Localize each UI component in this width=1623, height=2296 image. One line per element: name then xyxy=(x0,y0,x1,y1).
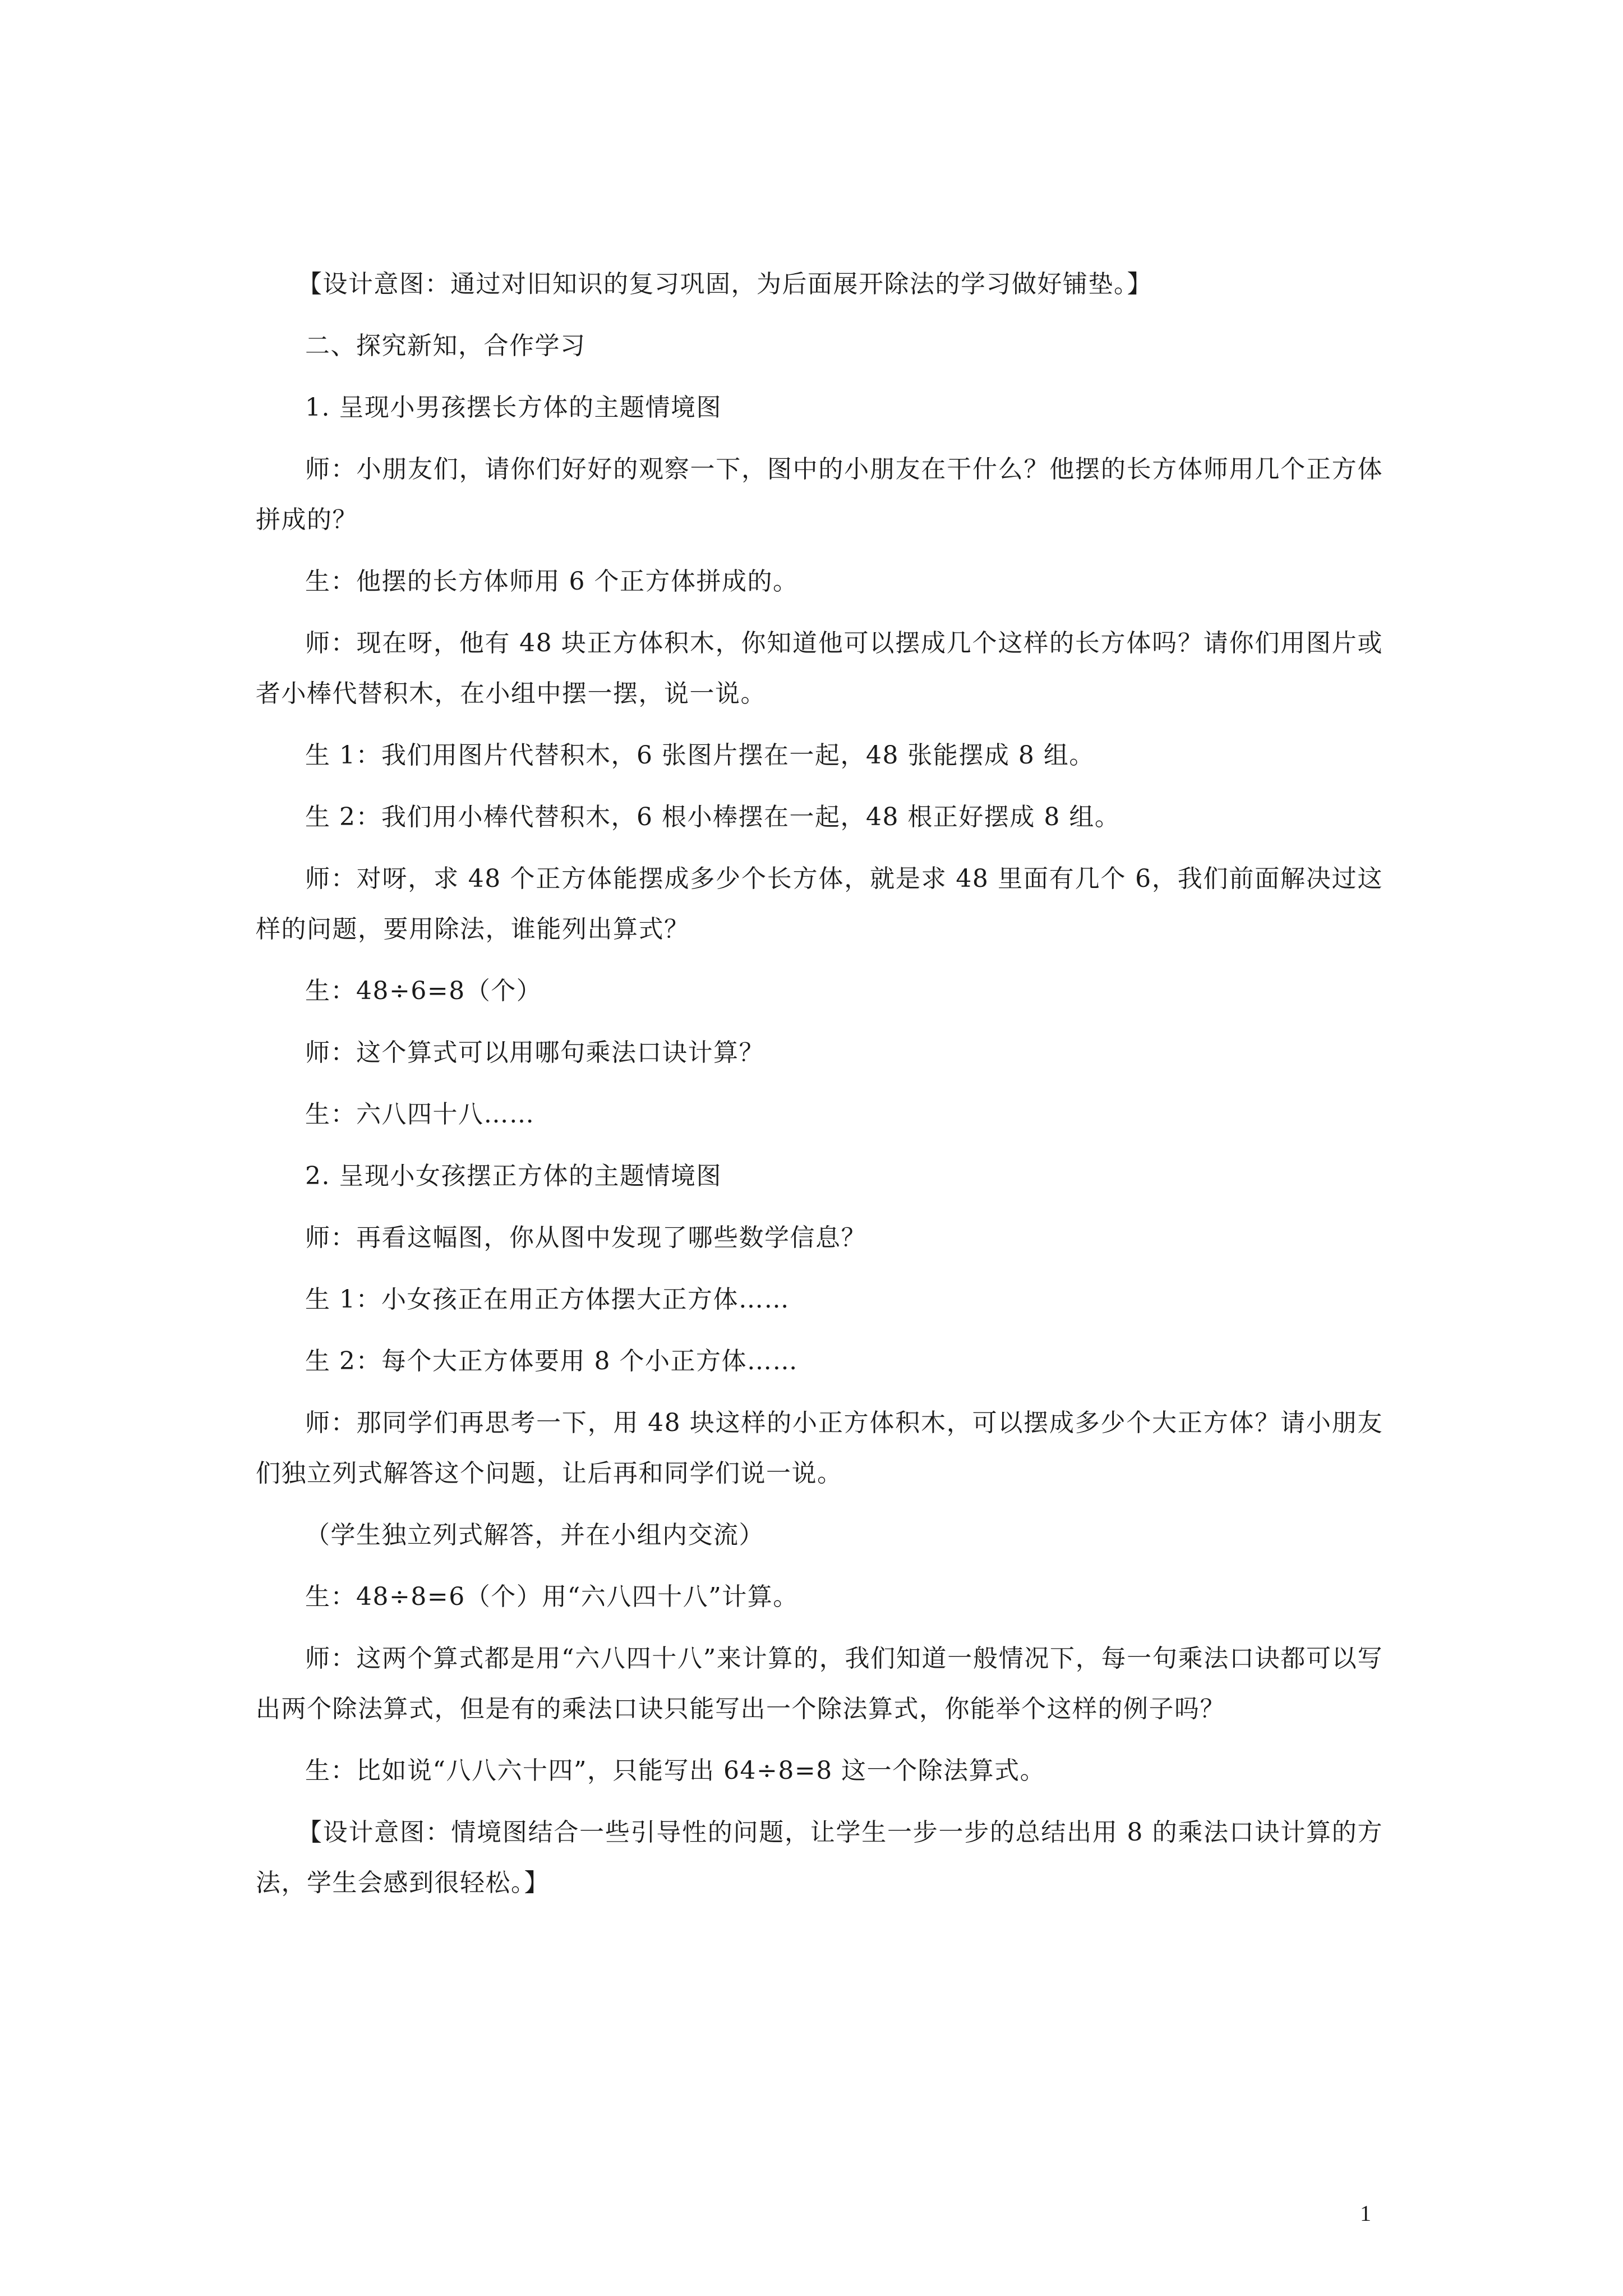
student-line: 生：比如说“八八六十四”，只能写出 64÷8=8 这一个除法算式。 xyxy=(305,1756,1046,1785)
teacher-line: 师：小朋友们，请你们好好的观察一下，图中的小朋友在干什么？他摆的长方体师用几个正方体拼成的？ xyxy=(256,455,1383,534)
design-intent-paragraph: 【设计意图：情境图结合一些引导性的问题，让学生一步一步的总结出用 8 的乘法口诀计算的方法，学生会感到很轻松。】 xyxy=(256,1818,1383,1897)
teacher-line: 师：现在呀，他有 48 块正方体积木，你知道他可以摆成几个这样的长方体吗？请你们用图片或者小棒代替积木，在小组中摆一摆，说一说。 xyxy=(256,629,1383,708)
design-intent-paragraph: 【设计意图：通过对旧知识的复习巩固，为后面展开除法的学习做好铺垫。】 xyxy=(297,270,1152,298)
student-line: 生：48÷6=8（个） xyxy=(305,977,542,1005)
teacher-line: 师：那同学们再思考一下，用 48 块这样的小正方体积木，可以摆成多少个大正方体？请小朋友们独立列式解答这个问题，让后再和同学们说一说。 xyxy=(256,1409,1383,1488)
student-line: 生：48÷8=6（个）用“六八四十八”计算。 xyxy=(305,1582,799,1611)
activity-note: （学生独立列式解答，并在小组内交流） xyxy=(305,1521,764,1549)
subsection-heading: 1. 呈现小男孩摆长方体的主题情境图 xyxy=(305,393,722,422)
teacher-line: 师：对呀，求 48 个正方体能摆成多少个长方体，就是求 48 里面有几个 6，我们前面解决过这样的问题，要用除法，谁能列出算式？ xyxy=(256,864,1383,944)
teacher-line: 师：这个算式可以用哪句乘法口诀计算？ xyxy=(305,1038,764,1067)
section-heading: 二、探究新知，合作学习 xyxy=(305,332,586,360)
student-line: 生 1：小女孩正在用正方体摆大正方体…… xyxy=(305,1285,790,1314)
student-line: 生：他摆的长方体师用 6 个正方体拼成的。 xyxy=(305,567,799,596)
teacher-line: 师：再看这幅图，你从图中发现了哪些数学信息？ xyxy=(305,1223,866,1252)
subsection-heading: 2. 呈现小女孩摆正方体的主题情境图 xyxy=(305,1162,722,1190)
student-line: 生 2：每个大正方体要用 8 个小正方体…… xyxy=(305,1347,798,1375)
student-line: 生 2：我们用小棒代替积木，6 根小棒摆在一起，48 根正好摆成 8 组。 xyxy=(305,803,1121,831)
teacher-line: 师：这两个算式都是用“六八四十八”来计算的，我们知道一般情况下，每一句乘法口诀都可以写出两个除法算式，但是有的乘法口诀只能写出一个除法算式，你能举个这样的例子吗？ xyxy=(256,1644,1383,1723)
student-line: 生：六八四十八…… xyxy=(305,1100,535,1129)
document-body xyxy=(256,259,1383,1920)
page-number: 1 xyxy=(1360,2201,1371,2226)
student-line: 生 1：我们用图片代替积木，6 张图片摆在一起，48 张能摆成 8 组。 xyxy=(305,741,1095,770)
